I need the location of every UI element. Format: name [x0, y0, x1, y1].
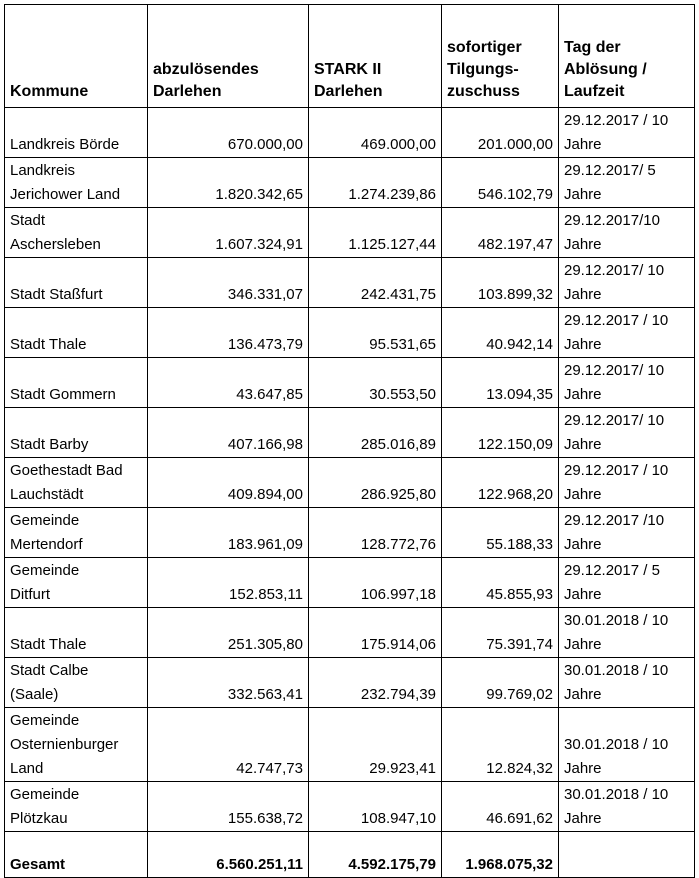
- cell-kommune: Gemeinde Plötzkau: [5, 782, 148, 832]
- cell-tag: 29.12.2017/ 10 Jahre: [559, 408, 695, 458]
- cell-kommune: Stadt Calbe (Saale): [5, 658, 148, 708]
- cell-kommune: Stadt Staßfurt: [5, 258, 148, 308]
- header-kommune: Kommune: [5, 5, 148, 108]
- cell-darlehen: 1.607.324,91: [148, 208, 309, 258]
- header-row: [5, 5, 695, 108]
- cell-kommune: Landkreis Jerichower Land: [5, 158, 148, 208]
- cell-darlehen: 183.961,09: [148, 508, 309, 558]
- cell-darlehen: 155.638,72: [148, 782, 309, 832]
- table-row: [5, 358, 695, 408]
- cell-stark: 128.772,76: [309, 508, 442, 558]
- table-row: [5, 258, 695, 308]
- cell-darlehen: 1.820.342,65: [148, 158, 309, 208]
- cell-zuschuss: 103.899,32: [442, 258, 559, 308]
- cell-darlehen: 251.305,80: [148, 608, 309, 658]
- table-row: [5, 658, 695, 708]
- cell-darlehen: 346.331,07: [148, 258, 309, 308]
- cell-stark: 29.923,41: [309, 708, 442, 782]
- cell-tag: 30.01.2018 / 10 Jahre: [559, 608, 695, 658]
- table-row: [5, 408, 695, 458]
- total-stark: 4.592.175,79: [309, 832, 442, 878]
- cell-darlehen: 42.747,73: [148, 708, 309, 782]
- cell-kommune: Gemeinde Ditfurt: [5, 558, 148, 608]
- cell-tag: 29.12.2017 / 10 Jahre: [559, 308, 695, 358]
- total-darlehen: 6.560.251,11: [148, 832, 309, 878]
- cell-zuschuss: 75.391,74: [442, 608, 559, 658]
- table-row: [5, 308, 695, 358]
- cell-tag: 29.12.2017/10 Jahre: [559, 208, 695, 258]
- cell-zuschuss: 55.188,33: [442, 508, 559, 558]
- cell-stark: 469.000,00: [309, 108, 442, 158]
- cell-tag: 29.12.2017/ 10 Jahre: [559, 358, 695, 408]
- cell-kommune: Stadt Barby: [5, 408, 148, 458]
- cell-tag: 29.12.2017 / 10 Jahre: [559, 458, 695, 508]
- cell-kommune: Gemeinde Mertendorf: [5, 508, 148, 558]
- cell-stark: 106.997,18: [309, 558, 442, 608]
- table-row: [5, 608, 695, 658]
- loan-table: [4, 4, 695, 878]
- cell-kommune: Stadt Thale: [5, 308, 148, 358]
- cell-stark: 108.947,10: [309, 782, 442, 832]
- cell-stark: 1.274.239,86: [309, 158, 442, 208]
- cell-darlehen: 670.000,00: [148, 108, 309, 158]
- table-row: [5, 558, 695, 608]
- cell-darlehen: 409.894,00: [148, 458, 309, 508]
- cell-zuschuss: 99.769,02: [442, 658, 559, 708]
- cell-darlehen: 407.166,98: [148, 408, 309, 458]
- total-row: [5, 832, 695, 878]
- cell-stark: 1.125.127,44: [309, 208, 442, 258]
- header-stark: STARK II Darlehen: [309, 5, 442, 108]
- cell-kommune: Stadt Thale: [5, 608, 148, 658]
- cell-kommune: Gemeinde Osternienburger Land: [5, 708, 148, 782]
- header-zuschuss: sofortiger Tilgungs- zuschuss: [442, 5, 559, 108]
- cell-tag: 30.01.2018 / 10 Jahre: [559, 708, 695, 782]
- cell-stark: 286.925,80: [309, 458, 442, 508]
- cell-tag: 29.12.2017 / 10 Jahre: [559, 108, 695, 158]
- table-row: [5, 708, 695, 782]
- cell-stark: 95.531,65: [309, 308, 442, 358]
- cell-stark: 285.016,89: [309, 408, 442, 458]
- table-row: [5, 158, 695, 208]
- cell-kommune: Goethestadt Bad Lauchstädt: [5, 458, 148, 508]
- cell-zuschuss: 201.000,00: [442, 108, 559, 158]
- cell-zuschuss: 40.942,14: [442, 308, 559, 358]
- cell-zuschuss: 45.855,93: [442, 558, 559, 608]
- cell-zuschuss: 13.094,35: [442, 358, 559, 408]
- cell-stark: 242.431,75: [309, 258, 442, 308]
- table-row: [5, 782, 695, 832]
- cell-tag: 29.12.2017/ 5 Jahre: [559, 158, 695, 208]
- table-row: [5, 108, 695, 158]
- cell-kommune: Landkreis Börde: [5, 108, 148, 158]
- cell-tag: 29.12.2017 / 5 Jahre: [559, 558, 695, 608]
- table-row: [5, 458, 695, 508]
- total-zuschuss: 1.968.075,32: [442, 832, 559, 878]
- cell-darlehen: 136.473,79: [148, 308, 309, 358]
- cell-stark: 30.553,50: [309, 358, 442, 408]
- cell-darlehen: 332.563,41: [148, 658, 309, 708]
- cell-tag: 30.01.2018 / 10 Jahre: [559, 658, 695, 708]
- total-tag: [559, 832, 695, 878]
- cell-darlehen: 152.853,11: [148, 558, 309, 608]
- cell-zuschuss: 12.824,32: [442, 708, 559, 782]
- cell-stark: 232.794,39: [309, 658, 442, 708]
- table-row: [5, 208, 695, 258]
- cell-zuschuss: 122.968,20: [442, 458, 559, 508]
- cell-kommune: Stadt Aschersleben: [5, 208, 148, 258]
- cell-stark: 175.914,06: [309, 608, 442, 658]
- cell-tag: 30.01.2018 / 10 Jahre: [559, 782, 695, 832]
- cell-darlehen: 43.647,85: [148, 358, 309, 408]
- header-tag: Tag der Ablösung / Laufzeit: [559, 5, 695, 108]
- header-darlehen: abzulösendes Darlehen: [148, 5, 309, 108]
- cell-tag: 29.12.2017/ 10 Jahre: [559, 258, 695, 308]
- total-label: Gesamt: [5, 832, 148, 878]
- cell-zuschuss: 46.691,62: [442, 782, 559, 832]
- cell-tag: 29.12.2017 /10 Jahre: [559, 508, 695, 558]
- cell-kommune: Stadt Gommern: [5, 358, 148, 408]
- cell-zuschuss: 122.150,09: [442, 408, 559, 458]
- cell-zuschuss: 482.197,47: [442, 208, 559, 258]
- cell-zuschuss: 546.102,79: [442, 158, 559, 208]
- table-row: [5, 508, 695, 558]
